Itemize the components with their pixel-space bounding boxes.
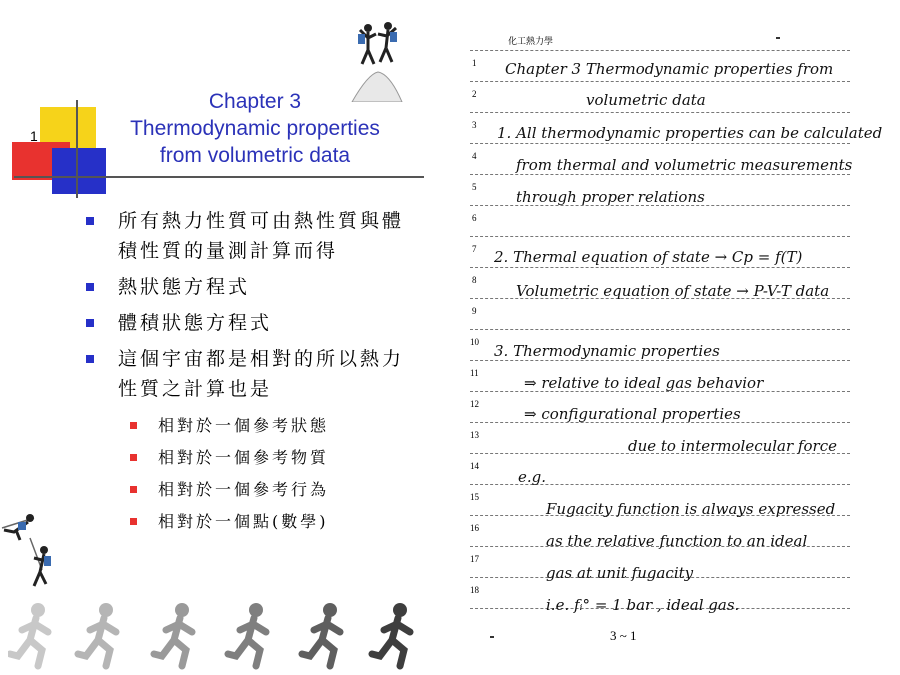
note-line: e.g. <box>518 468 547 486</box>
title-line-1: Chapter 3 <box>208 90 302 113</box>
rappelling-climber-icon <box>0 510 60 596</box>
running-figures-icon <box>8 600 428 672</box>
title-line-3: from volumetric data <box>159 144 351 167</box>
rule-line <box>470 267 850 268</box>
sub-bullet-item: 相對於一個參考行為 <box>84 474 414 506</box>
line-number: 5 <box>472 182 477 192</box>
decor-horizontal-line <box>14 176 424 178</box>
note-line: 2. Thermal equation of state → Cp = f(T) <box>494 248 803 266</box>
note-line: volumetric data <box>586 91 706 109</box>
corner-mark <box>490 636 494 638</box>
note-line: as the relative function to an ideal <box>546 532 808 550</box>
bullet-item: 所有熱力性質可由熱性質與體積性質的量測計算而得 <box>84 206 414 266</box>
rule-line <box>470 81 850 82</box>
rule-line <box>470 329 850 330</box>
slide-number: 1 <box>30 128 38 144</box>
slide-title <box>110 88 400 169</box>
rule-line <box>470 50 850 51</box>
line-number: 13 <box>470 430 479 440</box>
line-number: 2 <box>472 89 477 99</box>
note-line: through proper relations <box>516 188 705 206</box>
bullet-list <box>84 206 414 538</box>
bullet-item: 這個宇宙都是相對的所以熱力性質之計算也是 <box>84 344 414 404</box>
page-footer-number: 3 ~ 1 <box>610 628 637 643</box>
line-number: 1 <box>472 58 477 68</box>
rule-line <box>470 360 850 361</box>
line-number: 18 <box>470 585 479 595</box>
note-line: 3. Thermodynamic properties <box>494 342 720 360</box>
line-number: 11 <box>470 368 479 378</box>
line-number: 4 <box>472 151 477 161</box>
note-line: gas at unit fugacity <box>546 564 694 582</box>
rule-line <box>470 174 850 175</box>
line-number: 12 <box>470 399 479 409</box>
sub-bullet-item: 相對於一個點(數學) <box>84 506 414 538</box>
decor-vertical-line <box>76 100 78 198</box>
line-number: 16 <box>470 523 479 533</box>
line-number: 15 <box>470 492 479 502</box>
line-number: 7 <box>472 244 477 254</box>
note-line: from thermal and volumetric measurements <box>516 156 853 174</box>
sub-bullet-item: 相對於一個參考物質 <box>84 442 414 474</box>
note-line: ⇒ configurational properties <box>524 405 741 423</box>
line-number: 14 <box>470 461 479 471</box>
note-line: due to intermolecular force <box>628 437 837 455</box>
rule-line <box>470 236 850 237</box>
line-number: 10 <box>470 337 479 347</box>
bullet-item: 體積狀態方程式 <box>84 308 414 338</box>
line-number: 8 <box>472 275 477 285</box>
line-number: 9 <box>472 306 477 316</box>
note-line: 1. All thermodynamic properties can be calculated <box>497 124 883 142</box>
note-line: Volumetric equation of state → P-V-T data <box>516 282 830 300</box>
rule-line <box>470 143 850 144</box>
line-number: 3 <box>472 120 477 130</box>
sub-bullet-item: 相對於一個參考狀態 <box>84 410 414 442</box>
note-line: Chapter 3 Thermodynamic properties from <box>505 60 834 78</box>
line-number: 6 <box>472 213 477 223</box>
decor-blue-square <box>52 148 106 194</box>
bullet-item: 熱狀態方程式 <box>84 272 414 302</box>
notes-header: 化工熱力學 <box>508 37 554 47</box>
corner-mark <box>776 37 780 39</box>
note-line: Fugacity function is always expressed <box>546 500 836 518</box>
line-number: 17 <box>470 554 479 564</box>
note-line: ⇒ relative to ideal gas behavior <box>524 374 764 392</box>
note-line: i.e. fᵢ° = 1 bar , ideal gas. <box>546 596 740 614</box>
title-line-2: Thermodynamic properties <box>130 117 380 140</box>
rule-line <box>470 112 850 113</box>
